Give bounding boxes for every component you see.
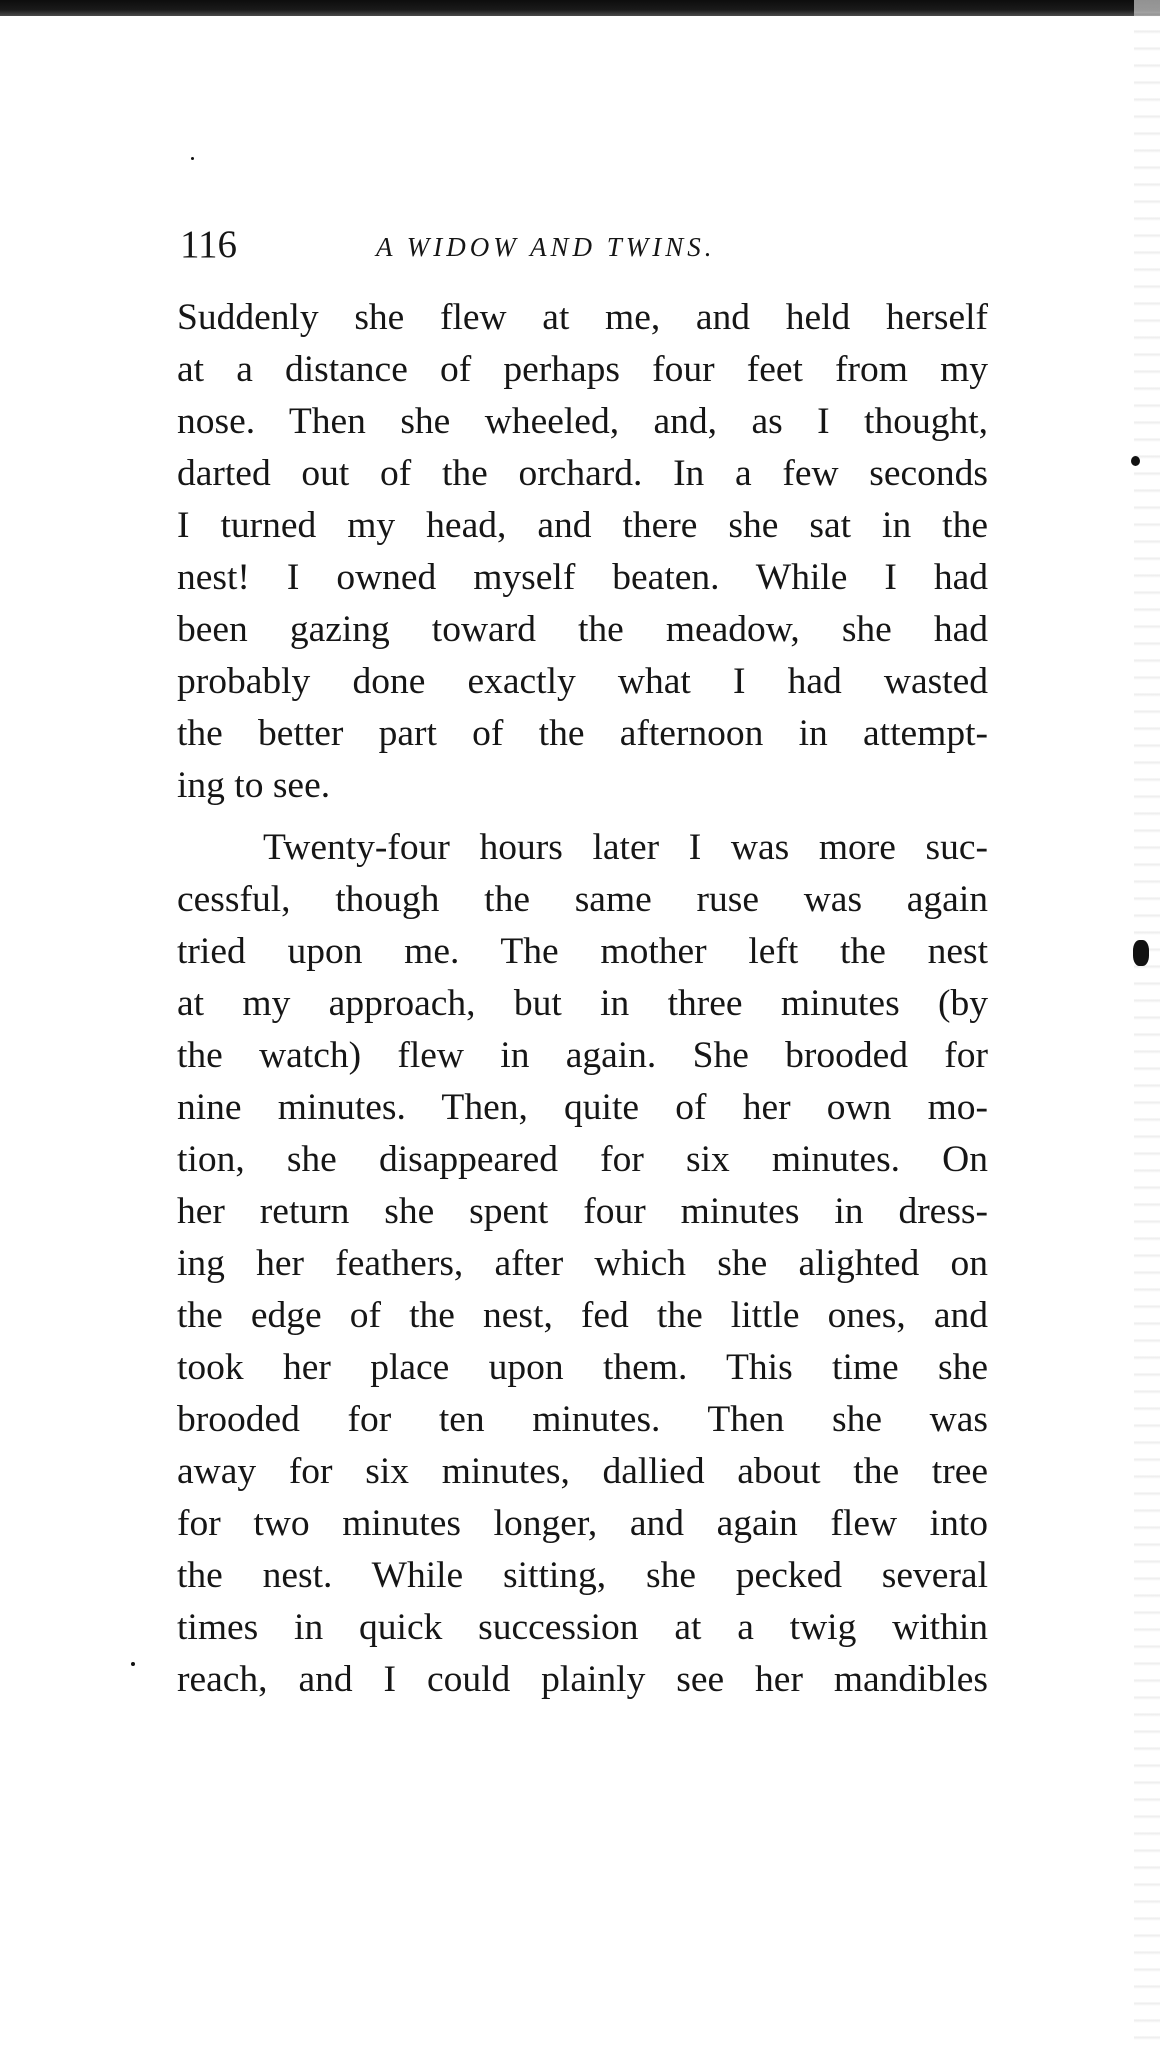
paragraph-2: [177, 822, 988, 1706]
text-line: reach, and I could plainly see her mandibles: [177, 1659, 988, 1700]
text-line: I turned my head, and there she sat in the: [177, 505, 988, 546]
body-text: [177, 292, 988, 1706]
text-line: tion, she disappeared for six minutes. On: [177, 1139, 988, 1180]
text-line: darted out of the orchard. In a few seconds: [177, 453, 988, 494]
text-line: took her place upon them. This time she: [177, 1347, 988, 1388]
text-line: for two minutes longer, and again flew into: [177, 1503, 988, 1544]
running-head: A WIDOW AND TWINS.: [376, 232, 716, 262]
text-line: nose. Then she wheeled, and, as I thought,: [177, 401, 988, 442]
text-line: been gazing toward the meadow, she had: [177, 609, 988, 650]
text-line: brooded for ten minutes. Then she was: [177, 1399, 988, 1440]
page-header: [180, 218, 1000, 278]
text-line: nine minutes. Then, quite of her own mo-: [177, 1087, 988, 1128]
text-line: at my approach, but in three minutes (by: [177, 983, 988, 1024]
text-line: her return she spent four minutes in dress-: [177, 1191, 988, 1232]
text-line: Suddenly she flew at me, and held herself: [177, 297, 988, 338]
top-scan-border: [0, 0, 1160, 16]
text-line: the nest. While sitting, she pecked several: [177, 1555, 988, 1596]
text-line: ing to see.: [177, 765, 331, 806]
text-line: nest! I owned myself beaten. While I had: [177, 557, 988, 598]
ink-speck: [1133, 940, 1149, 966]
text-line: probably done exactly what I had wasted: [177, 661, 988, 702]
text-line: at a distance of perhaps four feet from my: [177, 349, 988, 390]
text-line: tried upon me. The mother left the nest: [177, 931, 988, 972]
text-line: cessful, though the same ruse was again: [177, 879, 988, 920]
text-line: away for six minutes, dallied about the tree: [177, 1451, 988, 1492]
text-line: the watch) flew in again. She brooded for: [177, 1035, 988, 1076]
text-line: Twenty-four hours later I was more suc-: [263, 827, 988, 868]
paragraph-1: [177, 292, 988, 812]
ink-speck: [191, 157, 194, 160]
ink-speck: [131, 1662, 135, 1666]
text-line: the edge of the nest, fed the little ones, and: [177, 1295, 988, 1336]
text-line: times in quick succession at a twig within: [177, 1607, 988, 1648]
right-scan-edge: [1134, 0, 1160, 2052]
paragraph-gap: [177, 812, 988, 822]
text-line: the better part of the afternoon in attempt-: [177, 713, 988, 754]
ink-speck: [1131, 456, 1140, 466]
page-number: 116: [180, 223, 238, 266]
text-line: ing her feathers, after which she alighted on: [177, 1243, 988, 1284]
